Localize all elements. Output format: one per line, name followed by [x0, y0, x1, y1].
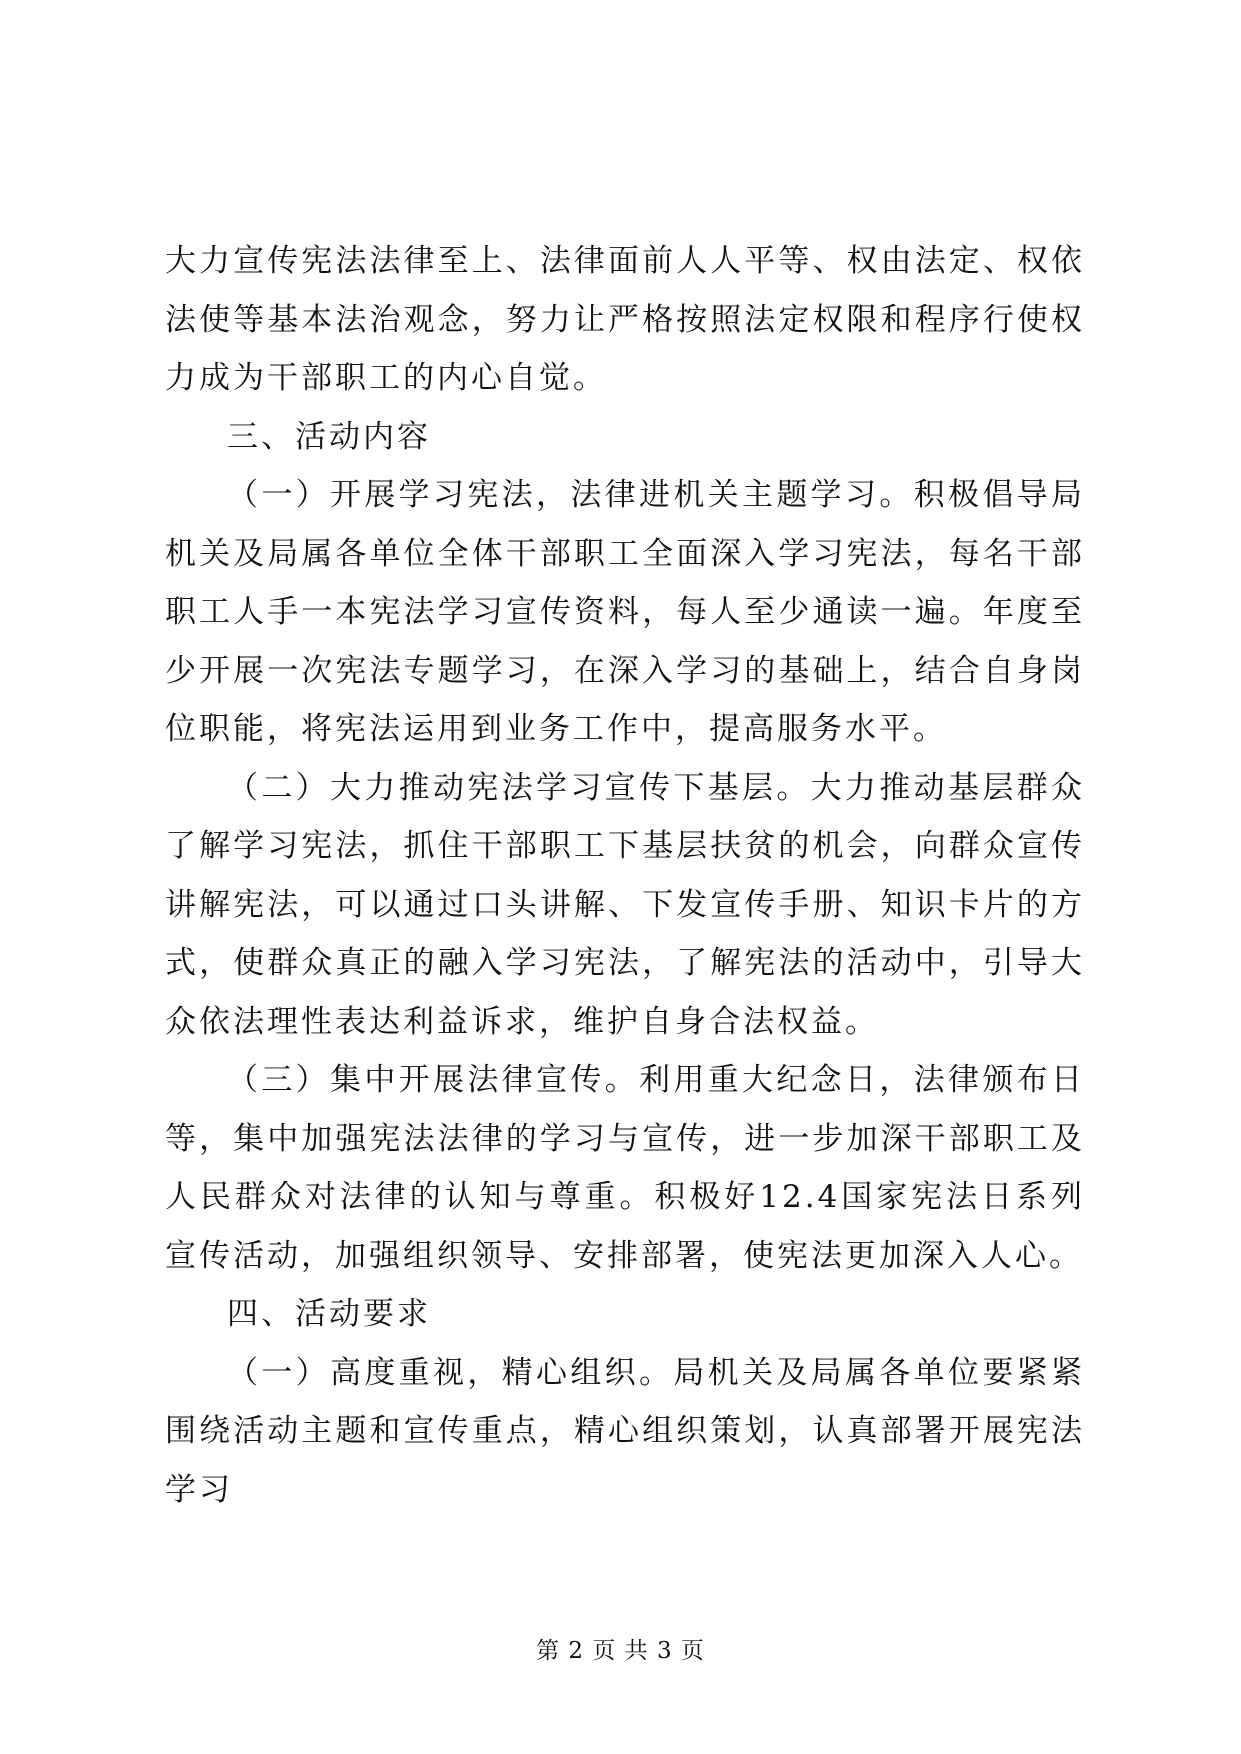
- paragraph-3-3: （三）集中开展法律宣传。利用重大纪念日，法律颁布日等，集中加强宪法法律的学习与宣传，进一步加深干部职工及人民群众对法律的认知与尊重。积极好12.4国家宪法日系列宣传活动，加强组织领导、安排部署，使宪法更加深入人心。: [165, 1062, 1085, 1274]
- paragraph-3-1: （一）开展学习宪法，法律进机关主题学习。积极倡导局机关及局属各单位全体干部职工全面深入学习宪法，每名干部职工人手一本宪法学习宣传资料，每人至少通读一遍。年度至少开展一次宪法专题学习，在深入学习的基础上，结合自身岗位职能，将宪法运用到业务工作中，提高服务水平。: [165, 477, 1085, 747]
- section-heading-3: 三、活动内容: [227, 418, 431, 455]
- page-footer: 第 2 页 共 3 页: [536, 1638, 705, 1664]
- paragraph-continuation: 大力宣传宪法法律至上、法律面前人人平等、权由法定、权依法使等基本法治观念，努力让严格按照法定权限和程序行使权力成为干部职工的内心自觉。: [165, 243, 1085, 396]
- document-body: [165, 232, 1085, 1519]
- paragraph-3-2: （二）大力推动宪法学习宣传下基层。大力推动基层群众了解学习宪法，抓住干部职工下基层扶贫的机会，向群众宣传讲解宪法，可以通过口头讲解、下发宣传手册、知识卡片的方式，使群众真正的融入学习宪法，了解宪法的活动中，引导大众依法理性表达利益诉求，维护自身合法权益。: [165, 769, 1085, 1040]
- section-heading-4: 四、活动要求: [227, 1296, 431, 1332]
- paragraph-4-1: （一）高度重视，精心组织。局机关及局属各单位要紧紧围绕活动主题和宣传重点，精心组织策划，认真部署开展宪法学习: [165, 1354, 1085, 1508]
